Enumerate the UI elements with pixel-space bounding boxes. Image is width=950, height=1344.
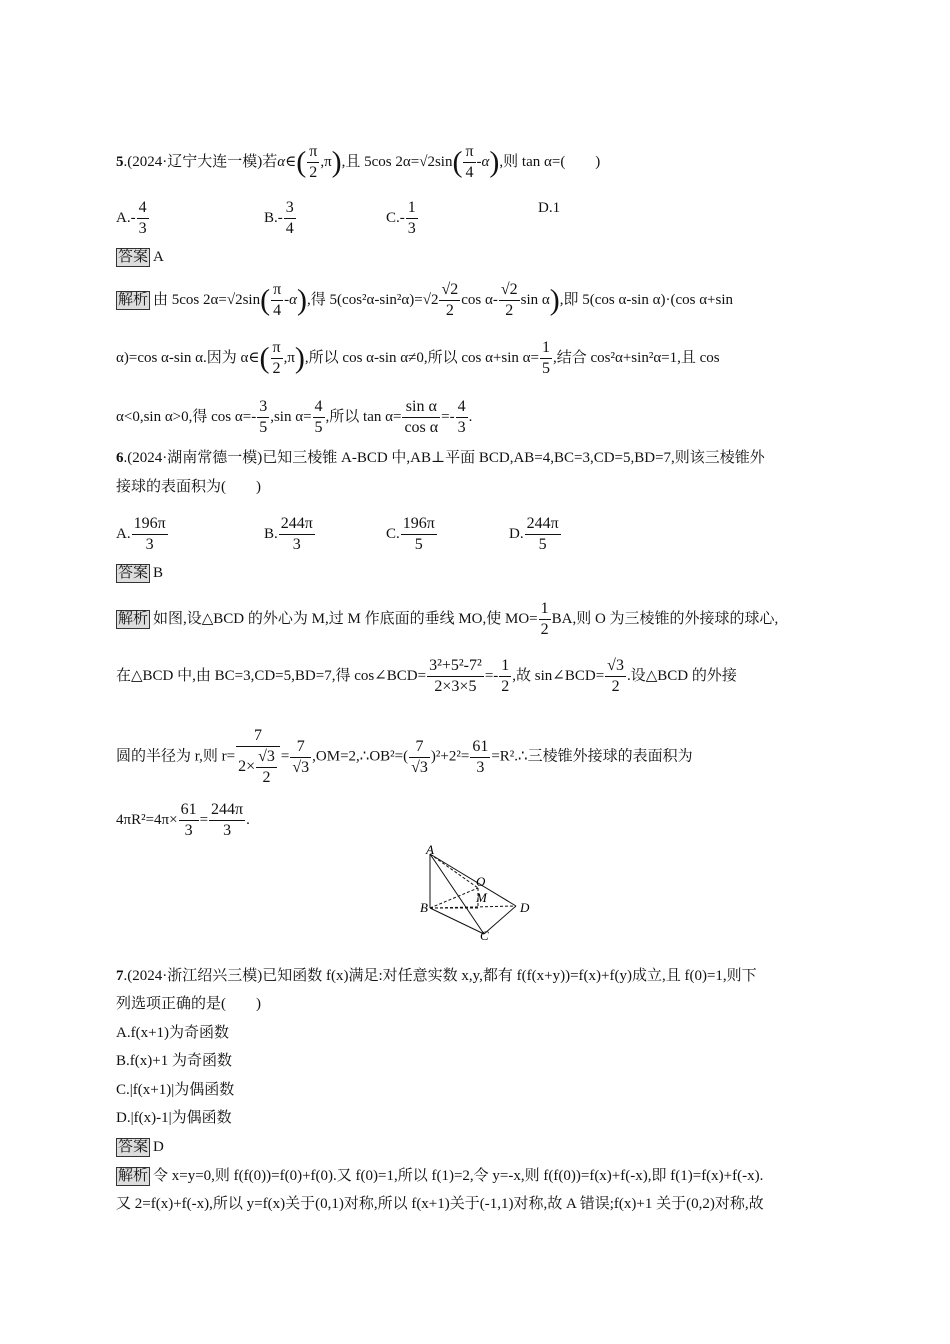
q5-number: 5 bbox=[116, 153, 124, 170]
label-a: A bbox=[426, 842, 434, 857]
q6-analysis-line4: 4πR²=4π× $\frac{61}{3}$ = $\frac{244\pi}{3}$ . bbox=[116, 801, 250, 839]
tetrahedron-figure bbox=[416, 842, 541, 942]
analysis-tag: 解析 bbox=[118, 610, 149, 627]
q6-option-c[interactable]: C. $\frac{196\pi}{5}$ bbox=[386, 515, 435, 553]
q6-answer: 答案 B bbox=[118, 565, 164, 581]
q5-option-b[interactable]: B.- $\frac{3}{4}$ bbox=[264, 199, 294, 237]
analysis-tag: 解析 bbox=[118, 291, 149, 308]
answer-tag: 答案 bbox=[118, 249, 149, 265]
q7-answer: 答案 D bbox=[118, 1139, 164, 1155]
q5-analysis-line2: α)=cos α-sin α.因为 α∈( $\frac{\pi}{2}$ ,π),所以 cos α-sin α≠0,所以 cos α+sin α= $\frac{1}{5}$ ,结合 cos²α+sin²α=1,且 cos bbox=[116, 339, 720, 377]
q5-analysis-line1: 解析 由 5cos 2α=√2sin( $\frac{\pi}{4}$ -α),得 5(cos²α-sin²α)=√2 $\frac{√2}{2}$ cos α- $\frac{√2}{2}$ sin α),即 5(cos α-sin α)·(cos α+sin bbox=[118, 281, 734, 319]
q7-analysis-line1: 解析 令 x=y=0,则 f(f(0))=f(0)+f(0).又 f(0)=1,所以 f(1)=2,令 y=-x,则 f(f(0))=f(x)+f(-x),即 f(1)=f(x)+f(-x). bbox=[118, 1168, 764, 1184]
q5-option-a[interactable]: A.- $\frac{4}{3}$ bbox=[116, 199, 147, 237]
q6-option-d[interactable]: D. $\frac{244\pi}{5}$ bbox=[509, 515, 559, 553]
q7-option-a[interactable]: A.f(x+1)为奇函数 bbox=[116, 1025, 230, 1041]
fraction: $\frac{\pi}{4}$ bbox=[465, 143, 474, 181]
q7-analysis-line2: 又 2=f(x)+f(-x),所以 y=f(x)关于(0,1)对称,所以 f(x+1)关于(-1,1)对称,故 A 错误;f(x)+1 关于(0,2)对称,故 bbox=[116, 1196, 764, 1212]
q5-analysis-line3: α<0,sin α>0,得 cos α=- $\frac{3}{5}$ ,sin α= $\frac{4}{5}$ ,所以 tan α= $\frac{\text{sin α}}{\text{cos α}}$ =- $\frac{4}{3}$ . bbox=[116, 398, 473, 436]
q7-option-b[interactable]: B.f(x)+1 为奇函数 bbox=[116, 1053, 232, 1069]
q5-option-c[interactable]: C.- $\frac{1}{3}$ bbox=[386, 199, 416, 237]
q6-stem-line1: 6.(2024·湖南常德一模)已知三棱锥 A-BCD 中,AB⊥平面 BCD,AB=4,BC=3,CD=5,BD=7,则该三棱锥外 bbox=[116, 450, 765, 466]
q7-stem-line1: 7.(2024·浙江绍兴三模)已知函数 f(x)满足:对任意实数 x,y,都有 f(f(x+y))=f(x)+f(y)成立,且 f(0)=1,则下 bbox=[116, 968, 757, 984]
answer-tag: 答案 bbox=[118, 1139, 149, 1155]
analysis-tag: 解析 bbox=[118, 1168, 149, 1184]
label-b: B bbox=[420, 900, 428, 915]
q7-stem-line2: 列选项正确的是( ) bbox=[116, 996, 261, 1012]
q7-option-c[interactable]: C.|f(x+1)|为偶函数 bbox=[116, 1082, 235, 1098]
answer-tag: 答案 bbox=[118, 565, 149, 581]
fraction: $\frac{\pi}{2}$ bbox=[309, 143, 318, 181]
q7-number: 7 bbox=[116, 968, 124, 984]
q6-analysis-line3: 圆的半径为 r,则 r= 7 2× $\frac{√3}{2}$ = $\frac{7}{√3}$ ,OM=2,∴OB²=( $\frac{7}{√3}$ )²+2²= $\frac{61}{3}$ =R².∴三棱锥外接球的表面积为 bbox=[116, 727, 693, 786]
label-m: M bbox=[476, 890, 487, 905]
q5-answer: 答案 A bbox=[118, 249, 164, 265]
q6-stem-line2: 接球的表面积为( ) bbox=[116, 479, 261, 495]
q5-option-d[interactable]: D.1 bbox=[538, 200, 561, 216]
label-c: C bbox=[480, 928, 489, 942]
q6-analysis-line2: 在△BCD 中,由 BC=3,CD=5,BD=7,得 cos∠BCD= $\frac{\text{3²+5²-7²}}{2\times 3\times 5}$ =- $\frac{1}{2}$ ,故 sin∠BCD= $\frac{√3}{2}$ .设△BCD 的外接 bbox=[116, 657, 737, 695]
q5-stem: 5.(2024·辽宁大连一模)若α∈( $\frac{\pi}{2}$ ,π),且 5cos 2α=√2sin( $\frac{\pi}{4}$ -α),则 tan α=( ) bbox=[116, 143, 601, 181]
q6-option-a[interactable]: A. $\frac{196\pi}{3}$ bbox=[116, 515, 166, 553]
label-d: D bbox=[520, 900, 530, 915]
q6-number: 6 bbox=[116, 450, 124, 466]
label-o: O bbox=[476, 874, 486, 889]
q6-option-b[interactable]: B. $\frac{244\pi}{3}$ bbox=[264, 515, 313, 553]
q7-option-d[interactable]: D.|f(x)-1|为偶函数 bbox=[116, 1110, 232, 1126]
q6-analysis-line1: 解析 如图,设△BCD 的外心为 M,过 M 作底面的垂线 MO,使 MO= $\frac{1}{2}$ BA,则 O 为三棱锥的外接球的球心, bbox=[118, 600, 779, 638]
